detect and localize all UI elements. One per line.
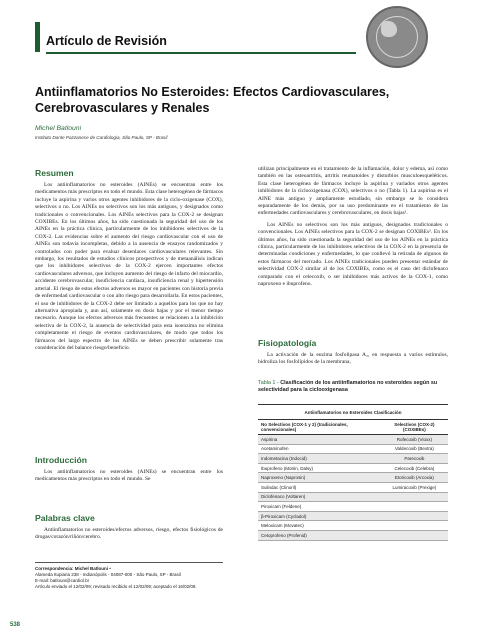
correspondence-block — [35, 562, 223, 590]
cell-nonselective-drug: Naproxeno (Naprosin) — [258, 473, 381, 483]
cell-selective-drug — [381, 521, 448, 531]
introduction-heading: Introducción — [35, 455, 88, 465]
cell-selective-drug: Lumiracoxib (Prexige) — [381, 482, 448, 492]
cell-nonselective-drug: Piroxicam (Feldene) — [258, 502, 381, 512]
keywords-section — [35, 513, 223, 542]
table-row — [258, 502, 448, 512]
cell-selective-drug — [381, 502, 448, 512]
table-row — [258, 492, 448, 502]
table-row — [258, 530, 448, 540]
table-caption-text: Clasificación de los antiinflamatorios no esteroides según su selectividad para la ciclooxigenasa — [258, 380, 438, 393]
seal-map-icon — [381, 21, 397, 37]
section-label: Artículo de Revisión — [46, 34, 167, 48]
table-row — [258, 521, 448, 531]
cell-nonselective-drug: Sulindac (Clinoril) — [258, 482, 381, 492]
introduction-text: Los antiinflamatorios no esteroides (AINEs) se encuentran entre los medicamentos más prescriptos en todo el mundo. Se — [35, 469, 223, 483]
physiopathology-heading: Fisiopatología — [258, 338, 317, 348]
cell-nonselective-drug: Aspirina — [258, 435, 381, 445]
right-column-text — [258, 166, 448, 289]
cell-nonselective-drug: Diclofenaco (Voltaren) — [258, 492, 381, 502]
cell-selective-drug — [381, 530, 448, 540]
physiopathology-text: La activación de la enzima fosfolipasa A₂, en respuesta a varios estímulos, hidroliza los fosfolípidos de la membrana, — [258, 352, 448, 366]
section-accent-bar — [35, 22, 40, 52]
table-header: Antiinflamatorios no Esteroides Clasificación — [258, 405, 448, 420]
cell-selective-drug — [381, 492, 448, 502]
introduction-section — [35, 455, 223, 484]
table-caption — [258, 380, 448, 394]
abstract-section — [35, 168, 223, 352]
table-row — [258, 511, 448, 521]
table-row — [258, 463, 448, 473]
cell-selective-drug: Parecoxib — [381, 454, 448, 464]
table-row — [258, 482, 448, 492]
correspondence-lead: Correspondencia: Michel Batlouni • — [35, 566, 111, 571]
body-paragraph-2: Los AINEs no selectivos son los más antiguos, designados tradicionales o convencionales. Los AINEs selectivos para la COX-2 se designan COXIBEs². En los últimos años, ha sido cuestionada la seguridad del uso de los AINEs en la práctica clínica, particularmente de los inhibidores selectivos de la COX-2 en la presencia de determinadas condiciones y enfermedades, lo que conllevó la retirada de algunos de estos fármacos del mercado. Los AINEs tradicionales pueden presentar estándar de selectividad COX-2 similar al de los COXIBEs, como es el caso del diclofenaco comparado con el celecoxib, o ser inhibidores más activos de la COX-1, como naproxeno e ibuprofeno. — [258, 221, 448, 288]
body-paragraph-1: utilizan principalmente en el tratamiento de la inflamación, dolor y edema, así como también en las osteoartritis, artritis reumatoides y disturbios musculoesqueléticos. Esta clase heterogénea de fármacos incluye la aspirina y variados otros agentes inhibidores de la ciclooxigenasa (COX), selectivos o no (Tabla 1). La aspirina es el AINE más antiguo y ampliamente estudiado, sin embargo se lo considera separadamente de los demás, por su uso predominante en el tratamiento de las enfermedades cardiovasculares y cerebrovasculares, en dosis bajas¹. — [258, 166, 448, 217]
table-caption-number: Tabla 1 - — [258, 380, 279, 386]
author-name: Michel Batlouni — [35, 125, 82, 132]
cell-selective-drug: Rofecoxib (Vioxx) — [381, 435, 448, 445]
abstract-heading: Resumen — [35, 168, 74, 178]
author-affiliation: Instituto Dante Pazzanese de Cardiologia, São Paulo, SP - Brasil — [35, 135, 168, 140]
correspondence-rule — [35, 562, 223, 563]
correspondence-dates: Artículo enviado el 12/02/09; revisado recibido el 12/02/09; aceptado el 16/02/09. — [35, 584, 197, 589]
cell-nonselective-drug: Ibuprofeno (Motrin, Dalsy) — [258, 463, 381, 473]
nsaid-classification-table — [258, 404, 448, 541]
keywords-heading: Palabras clave — [35, 513, 95, 523]
journal-seal-logo — [366, 6, 428, 68]
cell-selective-drug: Celecoxib (Celebra) — [381, 463, 448, 473]
table-col-selective: Selectivos (COX-2) (COXIBEs) — [381, 420, 448, 435]
cell-nonselective-drug: Indometacina (Indocid) — [258, 454, 381, 464]
correspondence-address: Alameda Itupiaria 238 - Indianópolis - 04087-000 - São Paulo, SP - Brasil — [35, 572, 181, 577]
cell-nonselective-drug: Acetaminofen — [258, 444, 381, 454]
cell-nonselective-drug: β-Piroxicam (Cycladol) — [258, 511, 381, 521]
physiopathology-section — [258, 338, 448, 367]
page-number: 538 — [10, 622, 21, 628]
cell-nonselective-drug: Cetoprofeno (Profenid) — [258, 530, 381, 540]
cell-selective-drug: Etoricoxib (Arcoxia) — [381, 473, 448, 483]
section-underline — [46, 52, 356, 54]
cell-nonselective-drug: Meloxicam (Movatec) — [258, 521, 381, 531]
abstract-text: Los antiinflamatorios no esteroides (AINEs) se encuentran entre los medicamentos más prescriptos en todo el mundo. Esta clase heterogénea de fármacos incluye la aspirina y varios otros agentes inhibidores de la ciclo-oxigenase (COX), selectivos o no. Los AINEs no selectivos son los más antiguos, y designados como tradicionales o convencionales. Los AINEs selectivos para la COX-2 se designan COXIBEs. En los últimos años, ha sido cuestionada la seguridad del uso de los AINEs en la práctica clínica, particularmente de los inhibidores selectivos de la COX-2. Las evidencias sobre el aumento del riesgo cardiovascular con el uso de AINEs son todavía incompletas, debido a la ausencia de ensayos randomizados y controlados con poder para evaluar desenlaces cardiovasculares relevantes. Sin embargo, los resultados de estudios clínicos prospectivos y de metaanálisis indican que los inhibidores selectivos de la COX-2 ejercen importantes efectos cardiovasculares adversos, que incluyen aumento del riesgo de infarto del miocardio, accidente cerebrovascular, insuficiencia cardiaca, insuficiencia renal y hipertensión arterial. El riesgo de estos efectos adversos es mayor en pacientes con historia previa de enfermedad cardiovascular o con alto riesgo para desarrollarla. En estos pacientes, el uso de inhibidores de la COX-2 debe ser limitado a aquellos para los que no hay alternativa apropiada y, aun así, solamente en dosis bajas y por el menor tiempo necesario. Aunque los efectos adversos más frecuentes se relacionen a la inhibición selectiva de la COX-2, la ausencia de selectividad para esta isoenzima no elimina completamente el riesgo de eventos cardiovasculares, de modo que todos los fármacos del largo espectro de los AINEs se deben prescribir solamente tras consideración del balance riesgo/beneficio. — [35, 182, 223, 351]
table-row — [258, 473, 448, 483]
article-title: Antiinflamatorios No Esteroides: Efectos Cardiovasculares, Cerebrovasculares y Renales — [35, 85, 390, 115]
cell-selective-drug — [381, 511, 448, 521]
table-col-nonselective: No Selectivos (COX-1 y 2) (tradicionales, convencionales) — [258, 420, 381, 435]
correspondence-email: E-mail: batlouni@cardiol.br — [35, 578, 90, 583]
cell-selective-drug: Valdecoxib (Bextra) — [381, 444, 448, 454]
table-row — [258, 454, 448, 464]
keywords-text: Antiinflamatorios no esteroides/efectos adversos, riesgo, efectos fisiológicos de drogas/corazón/riñón/cerebro. — [35, 527, 223, 541]
table-row — [258, 435, 448, 445]
table-row — [258, 444, 448, 454]
